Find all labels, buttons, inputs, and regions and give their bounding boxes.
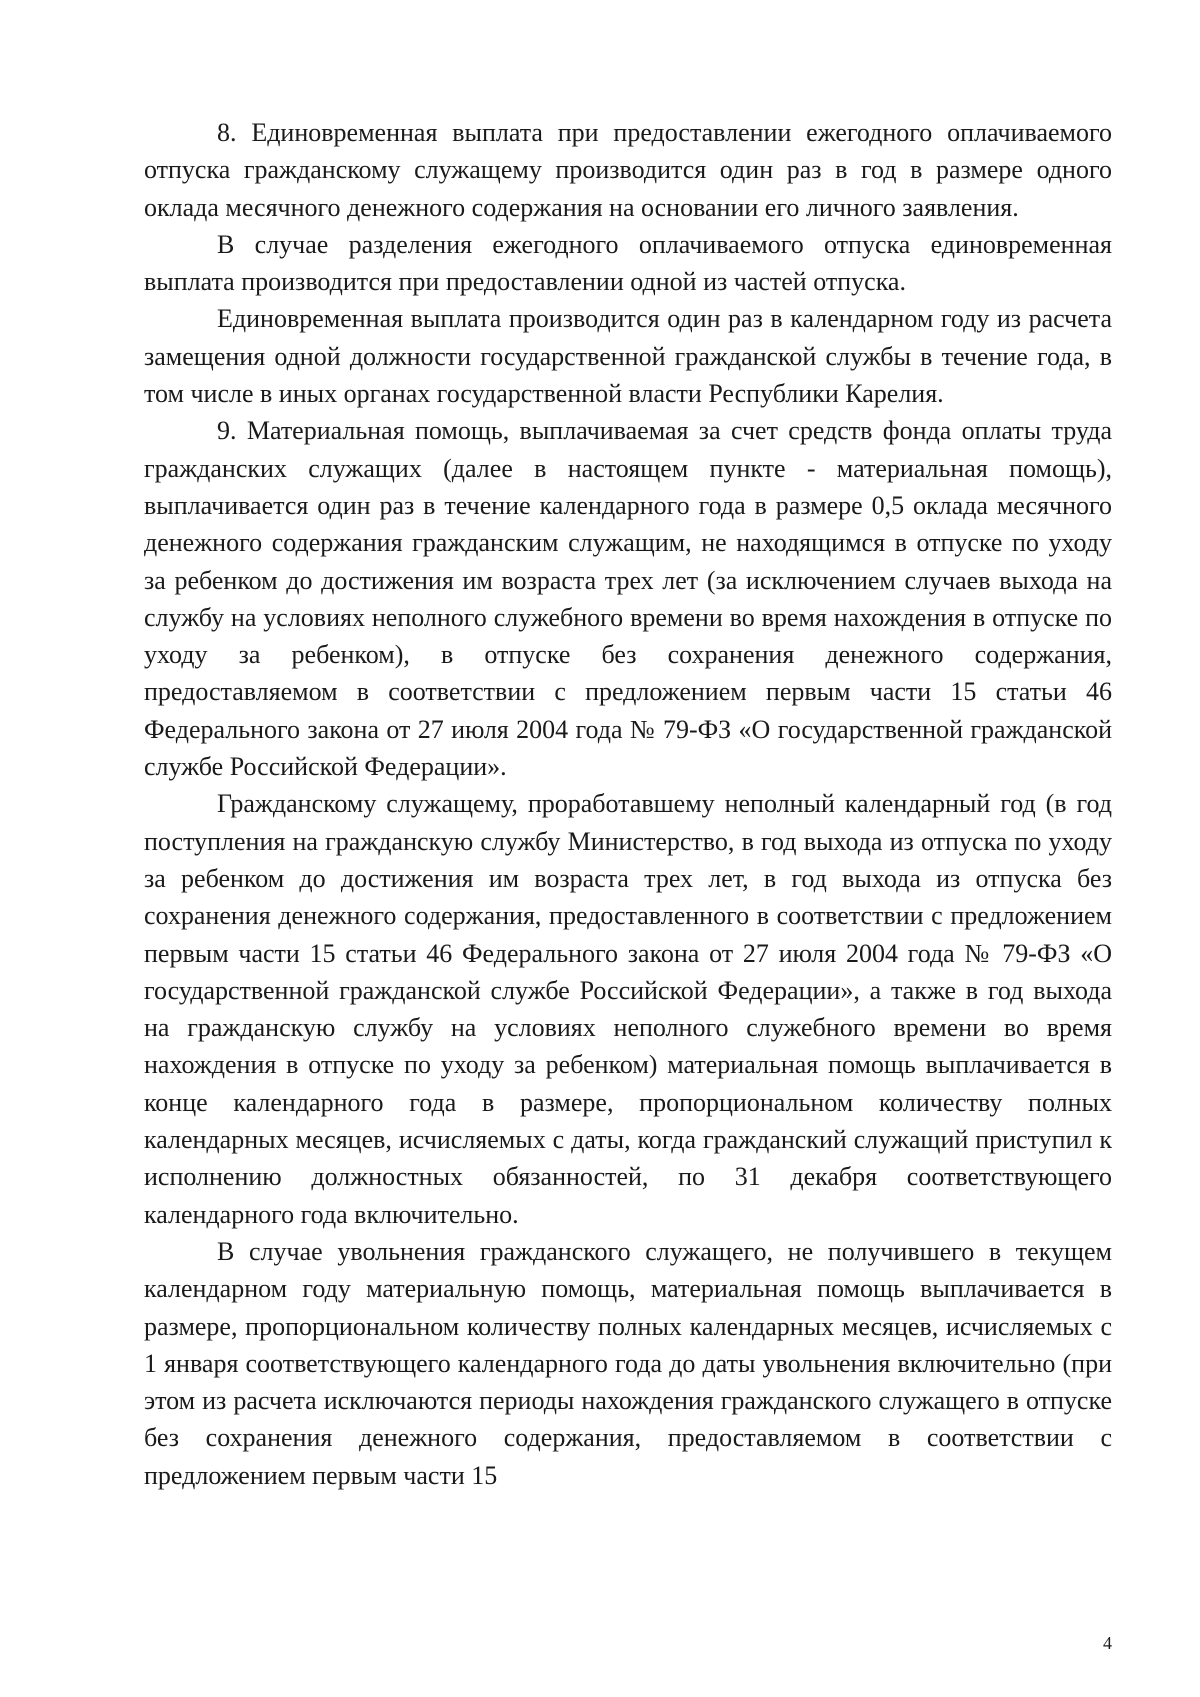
paragraph-lump-sum-once-per-year: Единовременная выплата производится один раз в календарном году из расчета замещения одной должности государственной гражданской службы в течение года, в том числе в иных органах государственной власти Республики Карелия. — [144, 304, 1112, 409]
paragraph-dismissal: В случае увольнения гражданского служащего, не получившего в текущем календарном году материальную помощь, материальная помощь выплачивается в размере, пропорциональном количеству полных календарных месяцев, исчисляемых с 1 января соответствующего календарного года до даты увольнения включительно (при этом из расчета исключаются периоды нахождения гражданского служащего в отпуске без сохранения денежного содержания, предоставляемом в соответствии с предложением первым части 15 — [144, 1236, 1112, 1490]
paragraph-9-material-aid: 9. Материальная помощь, выплачиваемая за счет средств фонда оплаты труда гражданских служащих (далее в настоящем пункте - материальная помощь), выплачивается один раз в течение календарного года в размере 0,5 оклада месячного денежного содержания гражданским служащим, не находящимся в отпуске по уходу за ребенком до достижения им возраста трех лет (за исключением случаев выхода на службу на условиях неполного служебного времени во время нахождения в отпуске по уходу за ребенком), в отпуске без сохранения денежного содержания, предоставляемом в соответствии с предложением первым части 15 статьи 46 Федерального закона от 27 июля 2004 года № 79-ФЗ «О государственной гражданской службе Российской Федерации». — [144, 416, 1112, 782]
paragraph-8-lump-sum-payment: 8. Единовременная выплата при предоставлении ежегодного оплачиваемого отпуска гражданскому служащему производится один раз в год в размере одного оклада месячного денежного содержания на основании его личного заявления. — [144, 118, 1112, 222]
document-body — [144, 114, 1112, 1494]
paragraph-vacation-split: В случае разделения ежегодного оплачиваемого отпуска единовременная выплата производится при предоставлении одной из частей отпуска. — [144, 229, 1112, 297]
page-number: 4 — [1103, 1633, 1112, 1653]
paragraph-incomplete-year: Гражданскому служащему, проработавшему неполный календарный год (в год поступления на гражданскую службу Министерство, в год выхода из отпуска по уходу за ребенком до достижения им возраста трех лет, в год выхода из отпуска без сохранения денежного содержания, предоставленного в соответствии с предложением первым части 15 статьи 46 Федерального закона от 27 июля 2004 года № 79-ФЗ «О государственной гражданской службе Российской Федерации», а также в год выхода на гражданскую службу на условиях неполного служебного времени во время нахождения в отпуске по уходу за ребенком) материальная помощь выплачивается в конце календарного года в размере, пропорциональном количеству полных календарных месяцев, исчисляемых с даты, когда гражданский служащий приступил к исполнению должностных обязанностей, по 31 декабря соответствующего календарного года включительно. — [144, 789, 1112, 1229]
